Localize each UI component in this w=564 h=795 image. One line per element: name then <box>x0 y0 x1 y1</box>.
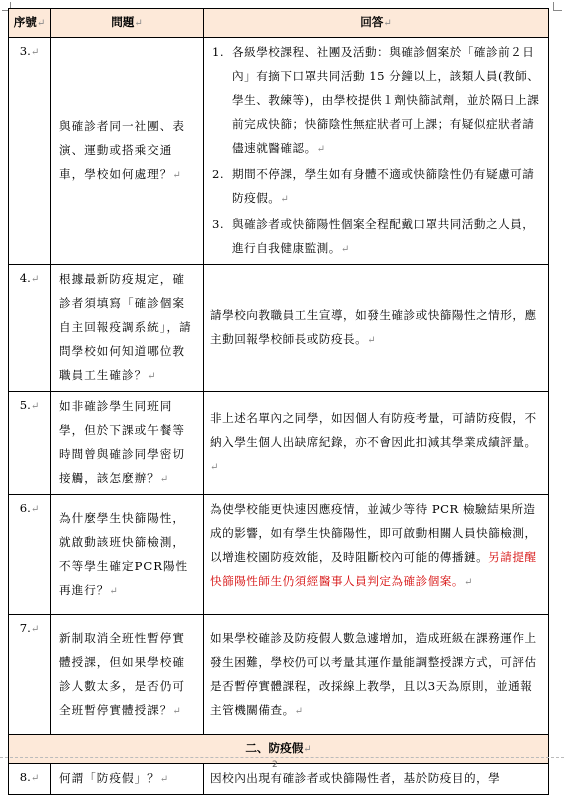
margin-corner-mark <box>553 2 562 11</box>
row-number: 5.↵ <box>9 392 51 495</box>
row-question: 與確診者同一社團、表演、運動或搭乘交通車，學校如何處理？↵ <box>51 38 204 265</box>
row-answer: 如果學校確診及防疫假人數急遽增加，造成班級在課務運作上發生困難，學校仍可以考量其運作量能調整授課方式，可評估是否暫停實體課程，改採線上教學，且以3天為原則，並通報主管機關備查。↵ <box>204 615 549 735</box>
table-row <box>9 764 549 795</box>
row-number: 3.↵ <box>9 38 51 265</box>
table-row <box>9 38 549 265</box>
row-question: 新制取消全班性暫停實體授課，但如果學校確診人數太多，是否仍可全班暫停實體授課？↵ <box>51 615 204 735</box>
section-header-row <box>9 735 549 764</box>
table-row <box>9 392 549 495</box>
row-answer <box>204 38 549 265</box>
page-number: 2 <box>272 760 278 770</box>
header-answer: 回答↵ <box>204 9 549 38</box>
row-number: 4.↵ <box>9 265 51 392</box>
row-answer: 為使學校能更快速因應疫情，並減少等待 PCR 檢驗結果所造成的影響，如有學生快篩陽性，即可啟動相關人員快篩檢測，以增進校園防疫效能，及時阻斷校內可能的傳播鏈。另請提醒快篩陽性師生仍須經醫事人員判定為確診個案。↵ <box>204 495 549 615</box>
answer-item: 1. 各級學校課程、社團及活動：與確診個案於「確診前２日內」有摘下口罩共同活動 15 分鐘以上，該類人員(教師、學生、教練等)，由學校提供１劑快篩試劑，並於隔日上課前完成快篩；快篩陰性無症狀者可上課；有疑似症狀者請儘速就醫確認。↵ <box>212 45 540 155</box>
header-question: 問題↵ <box>51 9 204 38</box>
row-question: 如非確診學生同班同學，但於下課或午餐等時間曾與確診同學密切接觸，該怎麼辦？↵ <box>51 392 204 495</box>
table-header-row <box>9 9 549 38</box>
answer-item: 3. 與確診者或快篩陽性個案全程配戴口罩共同活動之人員，進行自我健康監測。↵ <box>212 217 535 255</box>
row-number: 6.↵ <box>9 495 51 615</box>
row-number: 7.↵ <box>9 615 51 735</box>
row-question: 何謂「防疫假」？↵ <box>51 764 204 795</box>
row-question: 為什麼學生快篩陽性，就啟動該班快篩檢測，不等學生確定PCR陽性再進行？↵ <box>51 495 204 615</box>
row-question: 根據最新防疫規定，確診者須填寫「確診個案自主回報疫調系統」，請問學校如何知道哪位教職員工生確診？↵ <box>51 265 204 392</box>
row-answer: 因校內出現有確診者或快篩陽性者，基於防疫目的，學 <box>204 764 549 795</box>
row-answer: 非上述名單內之同學，如因個人有防疫考量，可請防疫假，不納入學生個人出缺席紀錄，亦不會因此扣減其學業成績評量。↵ <box>204 392 549 495</box>
table-row <box>9 265 549 392</box>
table-row <box>9 615 549 735</box>
row-number: 8.↵ <box>9 764 51 795</box>
table-row <box>9 495 549 615</box>
page-boundary <box>0 757 564 758</box>
faq-table <box>8 8 549 795</box>
row-answer: 請學校向教職員工生宣導，如發生確診或快篩陽性之情形，應主動回報學校師長或防疫長。↵ <box>204 265 549 392</box>
header-number: 序號↵ <box>9 9 51 38</box>
section-title: 二、防疫假↵ <box>9 735 549 764</box>
answer-item: 2. 期間不停課，學生如有身體不適或快篩陰性仍有疑慮可請防疫假。↵ <box>212 167 535 205</box>
red-note: 另請提醒快篩陽性師生仍須經醫事人員判定為確診個案。 <box>210 550 537 588</box>
